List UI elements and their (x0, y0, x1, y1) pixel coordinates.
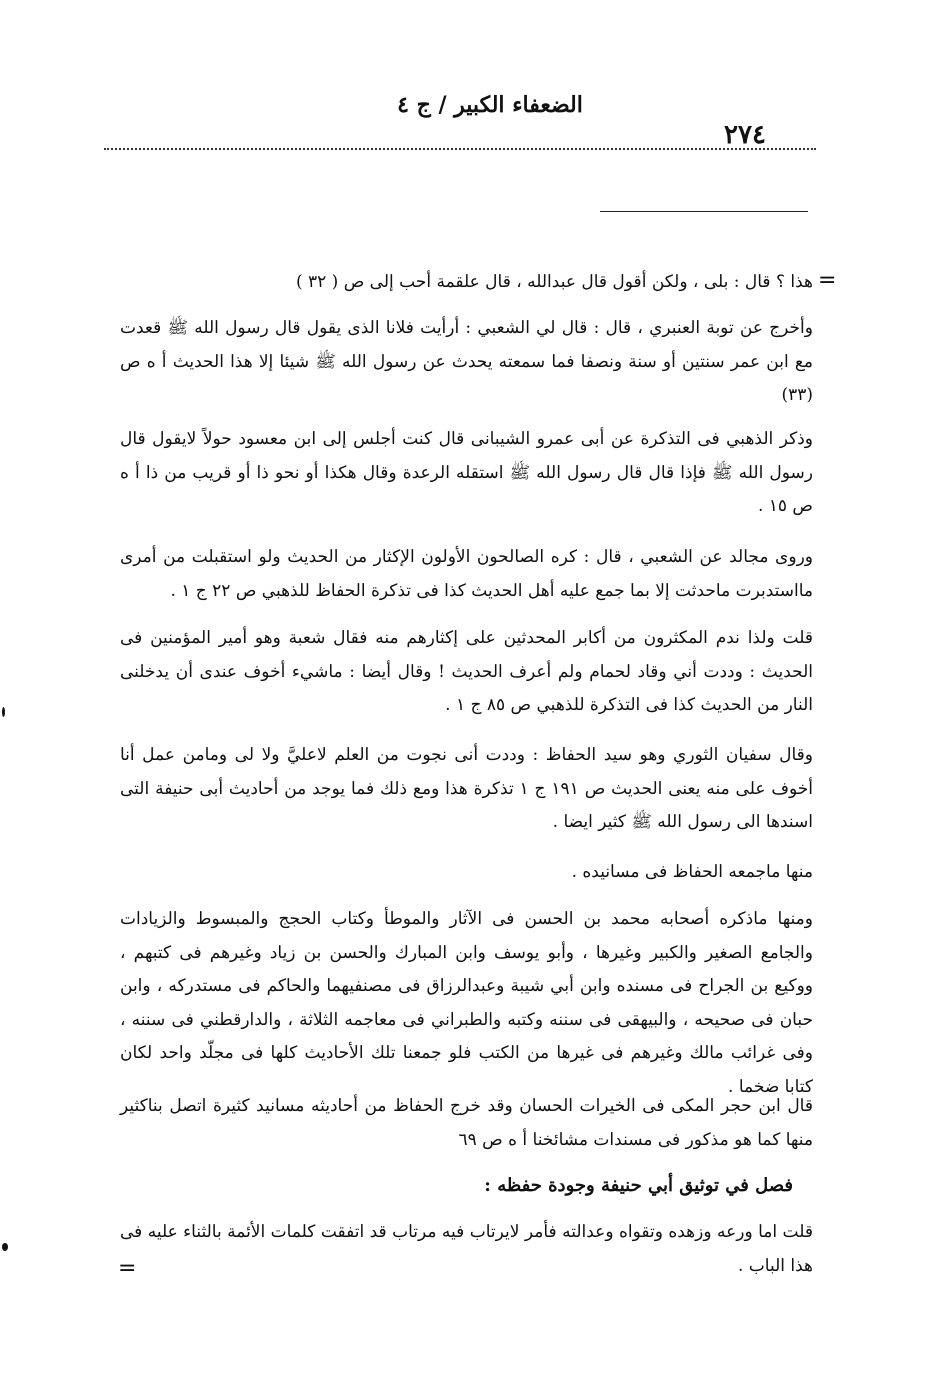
header-divider (104, 148, 816, 150)
book-title: الضعفاء الكبير / ج ٤ (397, 92, 583, 118)
paragraph-text: قلت اما ورعه وزهده وتقواه وعدالته فأمر لايرتاب فيه مرتاب قد اتفقت كلمات الأئمة بالثناء عليه فى هذا الباب . (120, 1222, 813, 1276)
paragraph-text: ومنها ماذكره أصحابه محمد بن الحسن فى الآثار والموطأ وكتاب الحجج والمبسوط والزيادات والجامع الصغير والكبير وغيرها ، وأبو يوسف وابن المبارك والحسن بن زياد وغيرهم فى كتبهم ، ووكيع بن الجراح فى مسنده وابن أبي شيبة وعبدالرزاق فى مصنفيهما والحاكم فى مستدركه ، وابن حبان فى صحيحه ، والبيهقى فى سننه وكتبه والطبراني فى معاجمه الثلاثة ، والدارقطني فى سننه ، وفى غرائب مالك وغيرهم فى غيرها من الكتب فلو جمعنا تلك الأحاديث كلها فى مجلّد واحد لكان كتابا ضخما . (120, 909, 813, 1097)
section-divider (600, 211, 808, 212)
paragraph-6 (120, 739, 813, 840)
paragraph-8 (120, 903, 813, 1104)
paragraph-7 (120, 856, 813, 890)
paragraph-5 (120, 622, 813, 723)
scan-mark (2, 1243, 8, 1251)
paragraph-text: قال ابن حجر المكى فى الخيرات الحسان وقد خرج الحفاظ من أحاديثه مسانيد كثيرة اتصل بناكثير منها كما هو مذكور فى مسندات مشائخنا أ ه ص ٦٩ (120, 1096, 813, 1150)
continuation-mark-bottom: = (118, 1256, 137, 1281)
paragraph-text: هذا ؟ قال : بلى ، ولكن أقول قال عبدالله ، قال علقمة أحب إلى ص ( ٣٢ ) (295, 272, 813, 292)
paragraph-text: منها ماجمعه الحفاظ فى مسانيده . (571, 862, 813, 882)
paragraph-4 (120, 541, 813, 608)
paragraph-9 (120, 1090, 813, 1157)
paragraph-text: وأخرج عن توبة العنبري ، قال : قال لي الشعبي : أرأيت فلانا الذى يقول قال رسول الله ﷺ قعدت مع ابن عمر سنتين أو سنة ونصفا فما سمعته يحدث عن رسول الله ﷺ شيئا إلا هذا الحديث أ ه ص (٣٣) (120, 318, 813, 405)
paragraph-1 (120, 266, 813, 300)
section-heading: فصل في توثيق أبي حنيفة وجودة حفظه : (484, 1175, 793, 1196)
section-body (120, 1216, 813, 1283)
paragraph-text: وقال سفيان الثوري وهو سيد الحفاظ : وددت أنى نجوت من العلم لاعليَّ ولا لى ومامن عمل أنا أخوف على منه يعنى الحديث ص ١٩١ ج ١ تذكرة هذا ومع ذلك فما يوجد من أحاديث أبى حنيفة التى اسندها الى رسول الله ﷺ كثير ايضا . (120, 745, 814, 832)
paragraph-2 (120, 312, 813, 413)
scan-mark (2, 707, 5, 717)
paragraph-text: قلت ولذا ندم المكثرون من أكابر المحدثين على إكثارهم منه فقال شعبة وهو أمير المؤمنين فى الحديث : وددت أني وقاد لحمام ولم أعرف الحديث ! وقال أيضا : ماشيء أخوف عندى أن يدخلنى النار من الحديث كذا فى التذكرة للذهبي ص ٨٥ ج ١ . (120, 628, 814, 715)
paragraph-text: وذكر الذهبي فى التذكرة عن أبى عمرو الشيبانى قال كنت أجلس إلى ابن معسود حولاً لايقول قال رسول الله ﷺ فإذا قال قال رسول الله ﷺ استقله الرعدة وقال هكذا أو نحو ذا أو قريب من ذا أ ه ص ١٥ . (120, 429, 813, 516)
page-number: ٢٧٤ (724, 120, 766, 150)
paragraph-3 (120, 423, 813, 524)
continuation-mark-top: = (818, 268, 837, 293)
paragraph-text: وروى مجالد عن الشعبي ، قال : كره الصالحون الأولون الإكثار من الحديث ولو استقبلت من أمرى مااستدبرت ماحدثت إلا بما جمع عليه أهل الحديث كذا فى تذكرة الحفاظ للذهبي ص ٢٢ ج ١ . (120, 547, 813, 601)
